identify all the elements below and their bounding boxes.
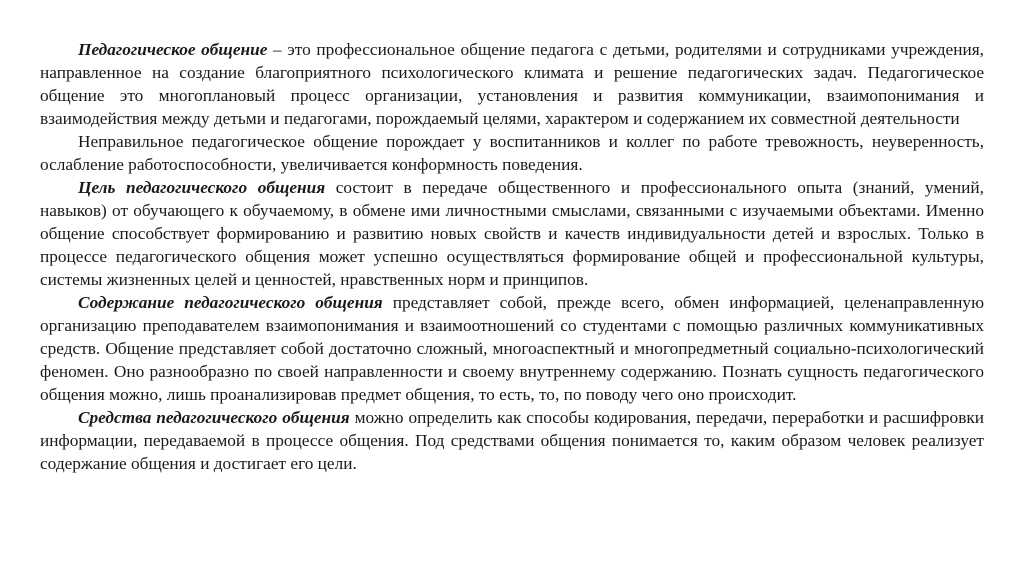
document-body	[40, 38, 984, 475]
paragraph-text: – это профессиональное общение педагога с детьми, родителями и сотрудниками учреждения, направленное на создание благоприятного психологического климата и решение педагогических задач. Педагогическое общение это многоплановый процесс организации, установления и развития коммуникации, взаимопонимания и взаимодействия между детьми и педагогами, порождаемый целями, характером и содержанием их совместной деятельности	[40, 40, 984, 128]
term-pedagogical-communication: Педагогическое общение	[78, 40, 268, 59]
paragraph-text: Неправильное педагогическое общение порождает у воспитанников и коллег по работе тревожность, неуверенность, ослабление работоспособности, увеличивается конформность поведения.	[40, 132, 984, 174]
paragraph-pedagogical-communication	[40, 38, 984, 130]
paragraph-text: состоит в передаче общественного и профессионального опыта (знаний, умений, навыков) от обучающего к обучаемому, в обмене ими личностными смыслами, связанными с изучаемыми объектами. Именно общение способствует формированию и развитию новых свойств и качеств индивидуальности детей и взрослых. Только в процессе педагогического общения может успешно осуществляться формирование общей и профессиональной культуры, системы жизненных целей и ценностей, нравственных норм и принципов.	[40, 178, 985, 289]
paragraph-text: можно определить как способы кодирования, передачи, переработки и расшифровки информации, передаваемой в процессе общения. Под средствами общения понимается то, каким образом человек реализует содержание общения и достигает его цели.	[40, 408, 984, 473]
paragraph-means	[40, 406, 984, 475]
paragraph-content	[40, 291, 984, 406]
term-goal: Цель педагогического общения	[78, 178, 326, 197]
paragraph-improper-communication	[40, 130, 984, 176]
term-content: Содержание педагогического общения	[78, 293, 383, 312]
paragraph-text: представляет собой, прежде всего, обмен информацией, целенаправленную организацию преподавателем взаимопонимания и взаимоотношений со студентами с помощью различных коммуникативных средств. Общение представляет собой достаточно сложный, многоаспектный и многопредметный социально-психологический феномен. Оно разнообразно по своей направленности и своему внутреннему содержанию. Познать сущность педагогического общения можно, лишь проанализировав предмет общения, то есть, то, по поводу чего оно происходит.	[40, 293, 984, 404]
term-means: Средства педагогического общения	[78, 408, 350, 427]
paragraph-goal	[40, 176, 984, 291]
